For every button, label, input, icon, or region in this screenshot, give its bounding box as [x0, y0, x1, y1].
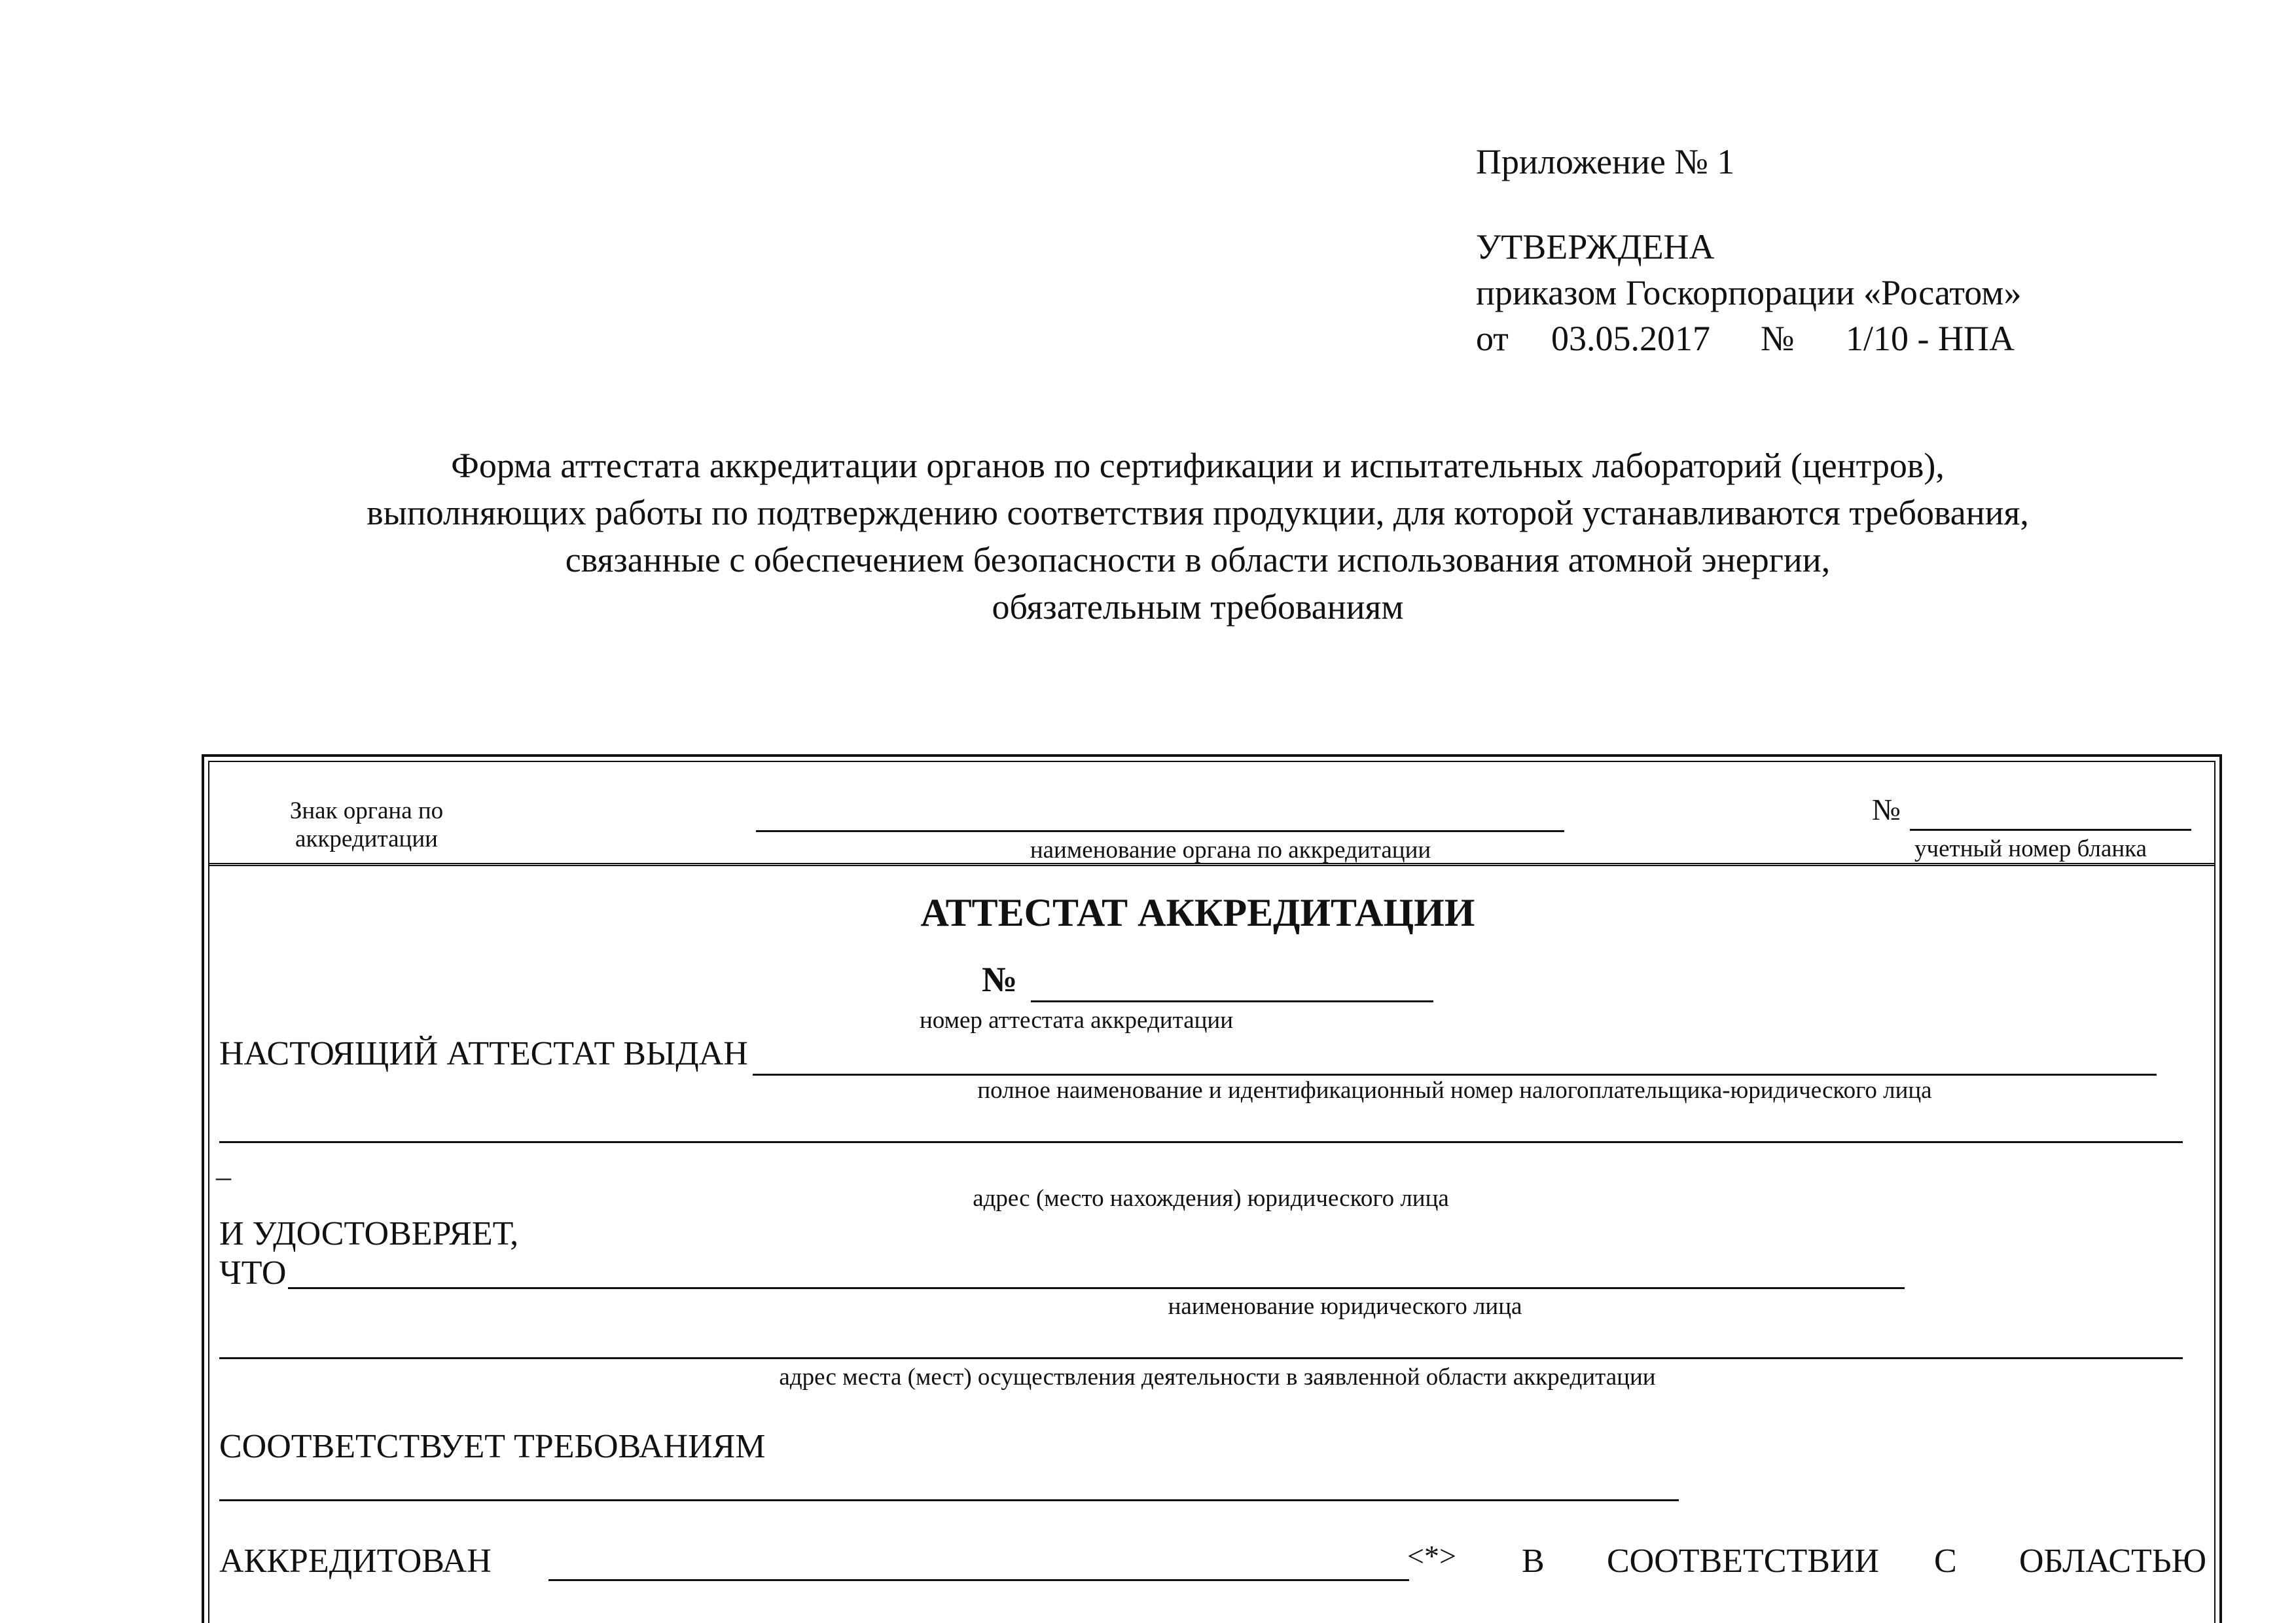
approved-label: УТВЕРЖДЕНА — [1476, 227, 1715, 266]
accordance-word: В — [1522, 1542, 1545, 1580]
form-title-line: Форма аттестата аккредитации органов по сертификации и испытательных лабораторий (центров), — [451, 446, 1945, 485]
certifies-label-line2: ЧТО — [219, 1254, 287, 1292]
address-dash: – — [216, 1159, 231, 1193]
order-number-sign: № — [1761, 319, 1795, 358]
certificate-number-sign: № — [982, 960, 1018, 999]
complies-label: СООТВЕТСТВУЕТ ТРЕБОВАНИЯМ — [219, 1428, 766, 1465]
approved-by-order: приказом Госкорпорации «Росатом» — [1476, 273, 2022, 312]
blank-number-sign: № — [1872, 793, 1901, 826]
order-from-word: от — [1476, 319, 1509, 358]
address-caption: адрес (место нахождения) юридического лица — [973, 1185, 1449, 1212]
accordance-word: ОБЛАСТЬЮ — [2019, 1542, 2207, 1580]
accredited-label: АККРЕДИТОВАН — [219, 1542, 492, 1580]
address-line[interactable] — [219, 1141, 2183, 1143]
form-title-line: связанные с обеспечением безопасности в области использования атомной энергии, — [565, 540, 1831, 579]
activity-address-line[interactable] — [219, 1357, 2183, 1359]
blank-number-caption: учетный номер бланка — [1914, 835, 2147, 862]
certificate-number-line[interactable] — [1031, 1000, 1433, 1002]
entity-name-line[interactable] — [288, 1287, 1905, 1289]
sign-label-line: аккредитации — [295, 825, 438, 852]
certifies-label-line1: И УДОСТОВЕРЯЕТ, — [219, 1215, 519, 1252]
order-number: 1/10 - НПА — [1846, 319, 2015, 358]
footnote-mark: <*> — [1407, 1539, 1456, 1573]
form-title — [164, 442, 2232, 630]
blank-number-line[interactable] — [1910, 829, 2191, 831]
accordance-word: СООТВЕТСТВИИ — [1607, 1542, 1879, 1580]
order-date: 03.05.2017 — [1551, 319, 1710, 358]
accreditation-sign-label — [255, 797, 478, 853]
requirements-line[interactable] — [219, 1499, 1679, 1501]
accordance-word: С — [1934, 1542, 1957, 1580]
certificate-number-caption: номер аттестата аккредитации — [920, 1007, 1234, 1034]
issued-to-caption: полное наименование и идентификационный номер налогоплательщика-юридического лица — [977, 1077, 1932, 1104]
entity-name-caption: наименование юридического лица — [1168, 1293, 1522, 1320]
body-name-line[interactable] — [756, 830, 1564, 832]
certificate-title: АТТЕСТАТ АККРЕДИТАЦИИ — [920, 891, 1475, 934]
issued-to-label: НАСТОЯЩИЙ АТТЕСТАТ ВЫДАН — [219, 1035, 748, 1072]
sign-label-line: Знак органа по — [289, 797, 444, 824]
activity-address-caption: адрес места (мест) осуществления деятельности в заявленной области аккредитации — [779, 1364, 1656, 1391]
appendix-label: Приложение № 1 — [1476, 142, 1735, 181]
form-title-line: обязательным требованиям — [992, 587, 1404, 627]
issued-to-line[interactable] — [753, 1074, 2157, 1076]
accredited-line[interactable] — [548, 1579, 1409, 1581]
body-name-caption: наименование органа по аккредитации — [1030, 837, 1431, 864]
form-title-line: выполняющих работы по подтверждению соответствия продукции, для которой устанавливаются требования, — [367, 493, 2029, 532]
